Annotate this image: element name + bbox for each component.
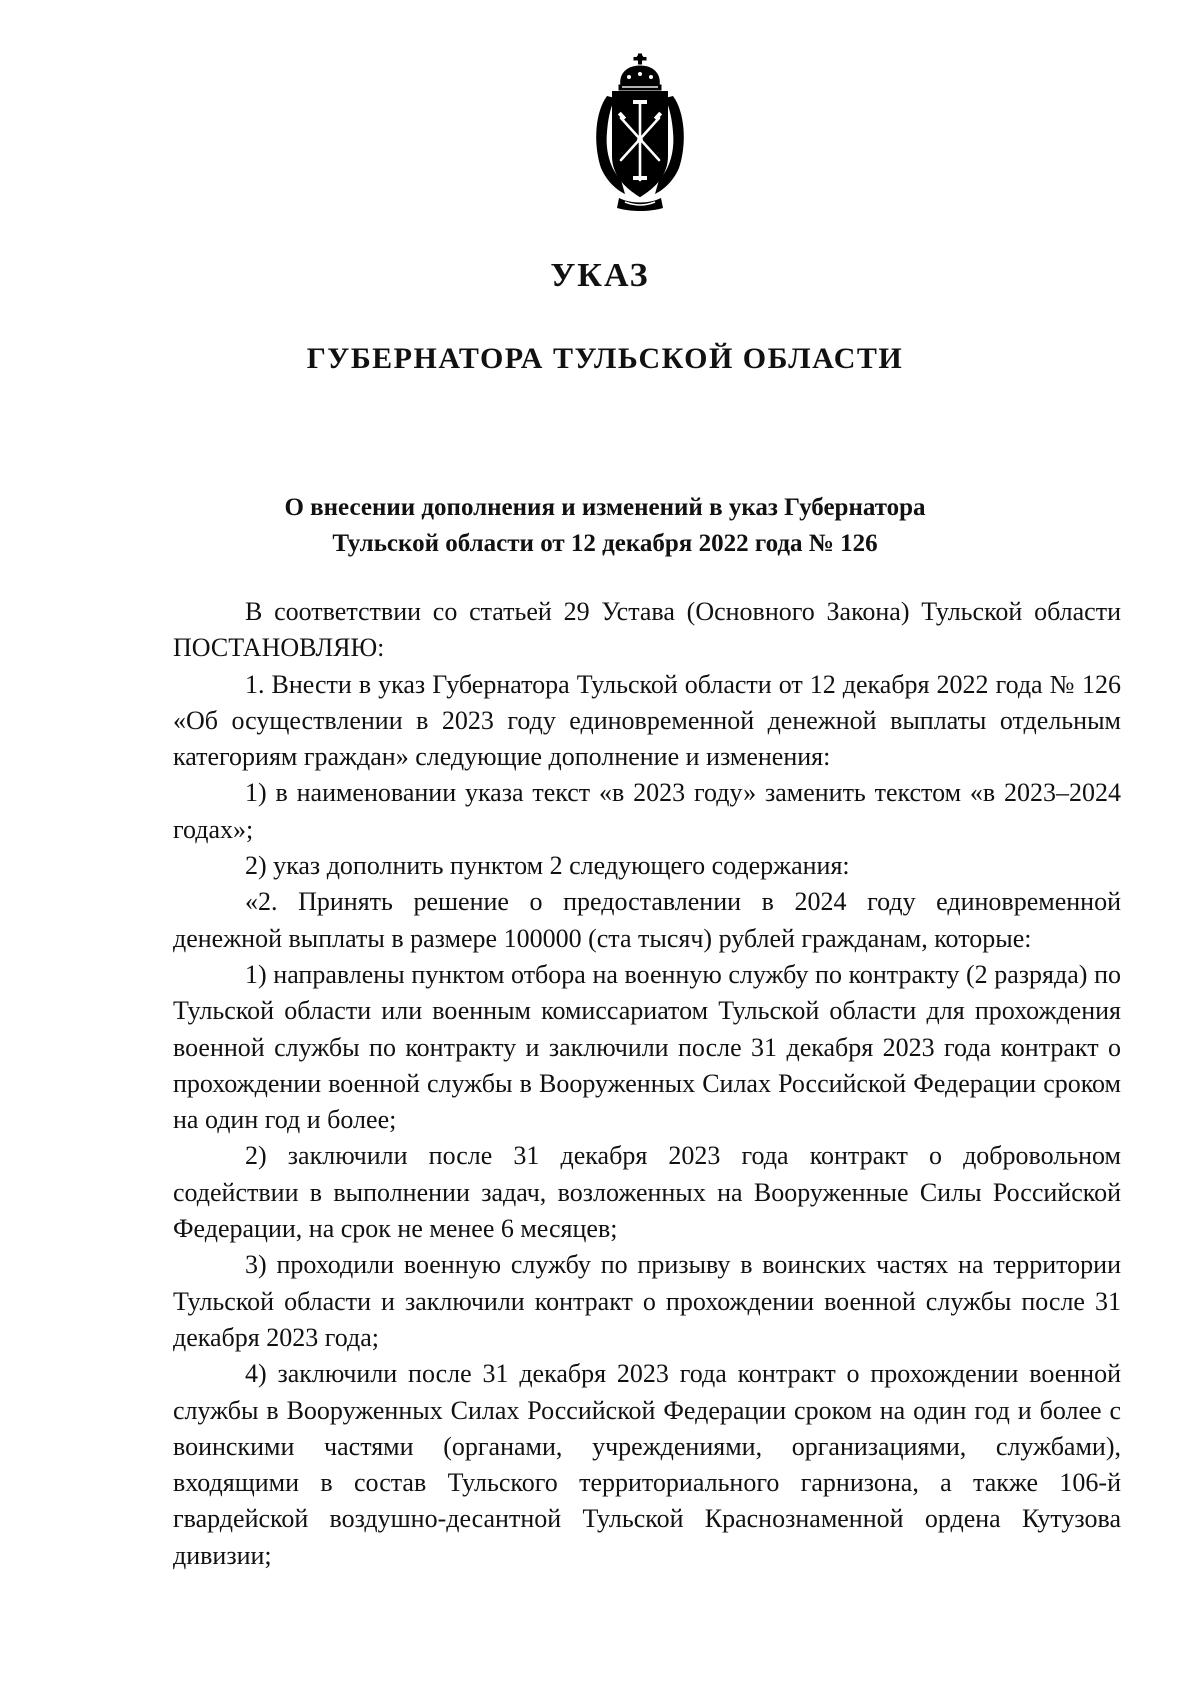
body-paragraph: 4) заключили после 31 декабря 2023 года контракт о прохождении военной службы в Вооруженных Силах Российской Федерации сроком на один год и более с воинскими частями (органами, учреждениями, организациями, службами), входящими в состав Тульского территориального гарнизона, а также 106-й гвардейской воздушно-десантной Тульской Краснознаменной ордена Кутузова дивизии; (173, 1359, 1121, 1570)
body-paragraph: 2) указ дополнить пунктом 2 следующего содержания: (245, 851, 850, 881)
body-paragraph: 2) заключили после 31 декабря 2023 года контракт о добровольном содействии в выполнении задач, возложенных на Вооруженные Силы Российской Федерации, на срок не менее 6 месяцев; (173, 1141, 1121, 1244)
body-paragraph: 3) проходили военную службу по призыву в воинских частях на территории Тульской области и заключили контракт о прохождении военной службы после 31 декабря 2023 года; (173, 1250, 1121, 1352)
body-paragraph: В соответствии со статьей 29 Устава (Основного Закона) Тульской области ПОСТАНОВЛЯЮ: (173, 597, 1121, 663)
subject-line: О внесении дополнения и изменений в указ Губернатора (284, 494, 926, 521)
body-paragraph: 1. Внести в указ Губернатора Тульской области от 12 декабря 2022 года № 126 «Об осуществлении в 2023 году единовременной денежной выплаты отдельным категориям граждан» следующие дополнение и изменения: (173, 669, 1121, 772)
document-subject (0, 490, 1200, 562)
issuer-title: ГУБЕРНАТОРА ТУЛЬСКОЙ ОБЛАСТИ (306, 342, 904, 375)
body-paragraph: 1) направлены пунктом отбора на военную службу по контракту (2 разряда) по Тульской области или военным комиссариатом Тульской области для прохождения военной службы по контракту и заключили после 31 декабря 2023 года контракт о прохождении военной службы в Вооруженных Силах Российской Федерации сроком на один год и более; (173, 959, 1121, 1135)
body-paragraph: «2. Принять решение о предоставлении в 2024 году единовременной денежной выплаты в размере 100000 (ста тысяч) рублей гражданам, которые: (173, 887, 1121, 953)
body-paragraph: 1) в наименовании указа текст «в 2023 году» заменить текстом «в 2023–2024 годах»; (173, 778, 1121, 844)
tula-coat-of-arms-icon (585, 52, 695, 212)
document-type-title: УКАЗ (550, 257, 650, 294)
document-body (173, 594, 1121, 1574)
subject-line: Тульской области от 12 декабря 2022 года № 126 (332, 530, 878, 557)
